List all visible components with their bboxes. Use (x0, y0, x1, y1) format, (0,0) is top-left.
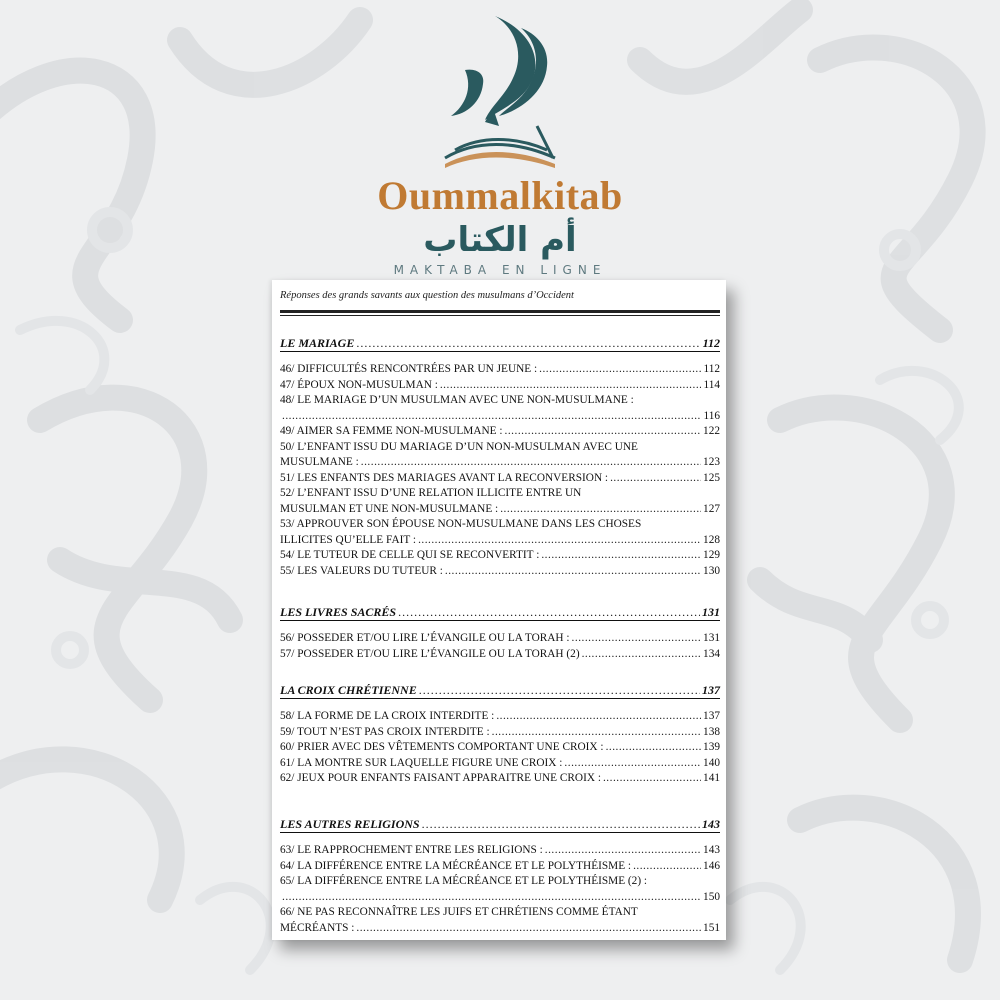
entry-title: MÉCRÉANTS : (280, 921, 355, 934)
entry-page-number: 138 (703, 725, 720, 738)
toc-entry (280, 471, 720, 487)
toc-entry (280, 548, 720, 564)
toc-entry (280, 740, 720, 756)
entry-page-number: 134 (703, 647, 720, 660)
toc-entry (280, 843, 720, 859)
leader-dots (282, 409, 701, 425)
entry-title: MUSULMANE : (280, 456, 359, 468)
leader-dots (505, 424, 702, 440)
section-title: LES AUTRES RELIGIONS (280, 817, 420, 831)
toc-entry (280, 564, 720, 580)
entry-title: 59/ TOUT N’EST PAS CROIX INTERDITE : (280, 725, 490, 738)
toc-entry (280, 631, 720, 647)
brand-name: Oummalkitab (377, 173, 623, 218)
leader-dots (445, 564, 701, 580)
toc-entry (280, 517, 720, 548)
section-page-number: 143 (702, 817, 720, 831)
leader-dots (492, 725, 701, 741)
entry-title: 57/ POSSEDER ET/OU LIRE L’ÉVANGILE OU LA TORAH (2) (280, 647, 580, 660)
calligraphy-pen-book-icon (425, 8, 575, 178)
leader-dots (418, 533, 701, 549)
section-page-number: 137 (702, 683, 720, 697)
entry-page-number: 129 (703, 549, 720, 561)
entry-page-number: 127 (703, 502, 720, 515)
leader-dots (356, 336, 700, 351)
leader-dots (572, 631, 702, 647)
leader-dots (440, 378, 702, 394)
entry-page-number: 128 (703, 533, 720, 546)
leader-dots (606, 740, 701, 756)
entry-page-number: 151 (703, 921, 720, 934)
entry-title: 48/ LE MARIAGE D’UN MUSULMAN AVEC UNE NON-MUSULMANE : (280, 394, 634, 406)
toc-entry (280, 771, 720, 787)
entry-page-number: 143 (703, 844, 720, 856)
section-title: LA CROIX CHRÉTIENNE (280, 683, 417, 697)
toc-entry (280, 362, 720, 378)
entry-title: 58/ LA FORME DE LA CROIX INTERDITE : (280, 710, 495, 722)
section-page-number: 112 (702, 336, 720, 350)
running-head: Réponses des grands savants aux question des musulmans d’Occident (280, 290, 574, 301)
toc-entry (280, 725, 720, 741)
entry-title: 62/ JEUX POUR ENFANTS FAISANT APPARAITRE UNE CROIX : (280, 772, 601, 784)
entry-title: 61/ LA MONTRE SUR LAQUELLE FIGURE UNE CROIX : (280, 756, 563, 769)
leader-dots (282, 890, 701, 906)
section-title: LE MARIAGE (280, 336, 355, 350)
section-page-number: 131 (702, 605, 720, 619)
toc-entry (280, 424, 720, 440)
toc-section-heading (280, 604, 720, 621)
entry-page-number: 139 (703, 741, 720, 753)
entry-page-number: 130 (703, 564, 720, 577)
toc-entry (280, 756, 720, 772)
entry-title: 65/ LA DIFFÉRENCE ENTRE LA MÉCRÉANCE ET LE POLYTHÉISME (2) : (280, 875, 648, 887)
leader-dots (633, 859, 701, 875)
leader-dots (398, 605, 700, 620)
leader-dots (500, 502, 701, 518)
entry-page-number: 137 (703, 710, 720, 722)
entry-title: 51/ LES ENFANTS DES MARIAGES AVANT LA RECONVERSION : (280, 471, 609, 484)
entry-title: 63/ LE RAPPROCHEMENT ENTRE LES RELIGIONS : (280, 844, 543, 856)
entry-title: 47/ ÉPOUX NON-MUSULMAN : (280, 378, 438, 391)
entry-page-number: 146 (703, 859, 720, 872)
entry-page-number: 150 (703, 890, 720, 903)
leader-dots (419, 683, 700, 698)
leader-dots (539, 362, 701, 378)
section-title: LES LIVRES SACRÉS (280, 605, 397, 619)
header-rule (280, 310, 720, 313)
entry-page-number: 140 (703, 756, 720, 769)
leader-dots (496, 709, 701, 725)
brand-name-arabic: أم الكتاب (423, 220, 577, 260)
toc-section-heading (280, 816, 720, 833)
entry-title: 55/ LES VALEURS DU TUTEUR : (280, 564, 443, 577)
entry-title: 49/ AIMER SA FEMME NON-MUSULMANE : (280, 425, 503, 437)
leader-dots (603, 771, 701, 787)
leader-dots (422, 817, 700, 832)
entry-title: MUSULMAN ET UNE NON-MUSULMANE : (280, 502, 499, 515)
entry-page-number: 123 (703, 456, 720, 468)
header-rule-thin (280, 315, 720, 316)
entry-title: 50/ L’ENFANT ISSU DU MARIAGE D’UN NON-MUSULMAN AVEC UNE (280, 440, 638, 453)
entry-page-number: 141 (703, 772, 720, 784)
entry-page-number: 116 (703, 409, 720, 422)
toc-entry (280, 440, 720, 471)
book-page (272, 280, 726, 940)
entry-title: 52/ L’ENFANT ISSU D’UNE RELATION ILLICITE ENTRE UN (280, 487, 582, 499)
entry-page-number: 114 (703, 378, 720, 391)
toc-entry (280, 393, 720, 424)
entry-title: 53/ APPROUVER SON ÉPOUSE NON-MUSULMANE DANS LES CHOSES (280, 518, 642, 530)
toc-entry (280, 486, 720, 517)
toc-section-heading (280, 335, 720, 352)
leader-dots (610, 471, 701, 487)
entry-page-number: 112 (703, 363, 720, 375)
brand-logo (0, 0, 1000, 290)
brand-tagline: MAKTABA EN LIGNE (393, 263, 607, 277)
entry-title: 46/ DIFFICULTÉS RENCONTRÉES PAR UN JEUNE : (280, 363, 538, 375)
entry-title: 64/ LA DIFFÉRENCE ENTRE LA MÉCRÉANCE ET LE POLYTHÉISME : (280, 859, 632, 872)
leader-dots (545, 843, 701, 859)
toc-entry (280, 874, 720, 905)
entry-title: 66/ NE PAS RECONNAÎTRE LES JUIFS ET CHRÉTIENS COMME ÉTANT (280, 906, 638, 918)
entry-title: 54/ LE TUTEUR DE CELLE QUI SE RECONVERTIT : (280, 549, 540, 561)
entry-title: 56/ POSSEDER ET/OU LIRE L’ÉVANGILE OU LA TORAH : (280, 632, 570, 644)
leader-dots (356, 921, 701, 937)
leader-dots (541, 548, 701, 564)
entry-page-number: 122 (703, 425, 720, 437)
toc-entry (280, 647, 720, 663)
toc-entry (280, 378, 720, 394)
entry-title: ILLICITES QU’ELLE FAIT : (280, 533, 417, 546)
entry-page-number: 125 (703, 471, 720, 484)
leader-dots (361, 455, 701, 471)
entry-page-number: 131 (703, 632, 720, 644)
leader-dots (564, 756, 701, 772)
toc-section-heading (280, 682, 720, 699)
toc-entry (280, 709, 720, 725)
toc-entry (280, 859, 720, 875)
leader-dots (582, 647, 701, 663)
toc-entry (280, 905, 720, 936)
entry-title: 60/ PRIER AVEC DES VÊTEMENTS COMPORTANT UNE CROIX : (280, 741, 604, 753)
